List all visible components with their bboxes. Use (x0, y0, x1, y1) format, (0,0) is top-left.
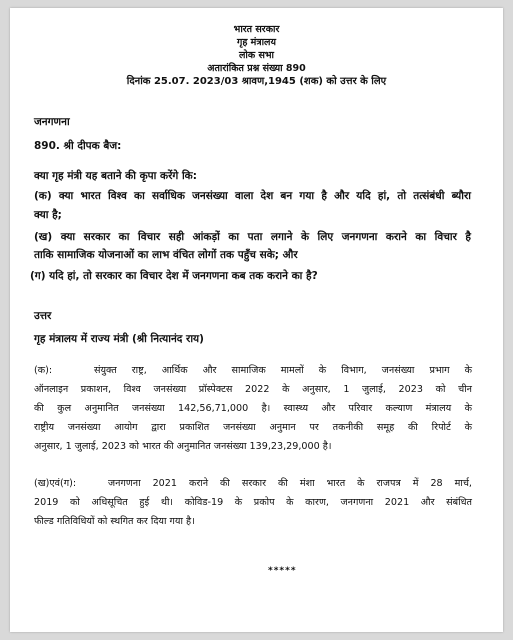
answer-khg-line3: फील्ड गतिविधियों को स्थगित कर दिया गया है। (34, 516, 195, 527)
question-k-line2: क्या है; (34, 209, 62, 221)
subject-heading: जनगणना (34, 116, 70, 128)
answer-k-line3: की कुल अनुमानित जनसंख्या 142,56,71,000 है। स्वास्थ्य और परिवार कल्याण मंत्रालय के (34, 403, 472, 414)
answer-k-label: (क): (34, 365, 53, 376)
question-member: 890. श्री दीपक बैज: (34, 140, 122, 152)
question-kh-line2: ताकि सामाजिक योजनाओं का लाभ वंचित लोगों तक पहुँच सके; और (34, 249, 298, 261)
header-house: लोक सभा (238, 50, 275, 61)
answered-by: गृह मंत्रालय में राज्य मंत्री (श्री नित्यानंद राय) (34, 333, 204, 345)
answer-khg-label: (ख)एवं(ग): (34, 478, 77, 489)
question-intro: क्या गृह मंत्री यह बताने की कृपा करेंगे कि: (34, 170, 197, 182)
question-kh-line1: (ख) क्या सरकार का विचार सही आंकड़ों का पता लगाने के लिए जनगणना कराने का विचार है (34, 231, 471, 243)
answer-khg-line1: जनगणना 2021 कराने की सरकार की मंशा भारत के राजपत्र में 28 मार्च, (108, 478, 472, 489)
question-g-line1: (ग) यदि हां, तो सरकार का विचार देश में जनगणना कब तक कराने का है? (30, 270, 318, 282)
question-k-line1: (क) क्या भारत विश्व का सर्वाधिक जनसंख्या वाला देश बन गया है और यदि हां, तो तत्संबंधी ब्यौरा (34, 190, 471, 202)
answer-k-line2: ऑनलाइन प्रकाशन, विश्व जनसंख्या प्रॉस्पेक्टस 2022 के अनुसार, 1 जुलाई, 2023 को चीन (34, 384, 472, 395)
document-page (10, 8, 503, 632)
answer-k-line1: संयुक्त राष्ट्र, आर्थिक और सामाजिक मामलों के विभाग, जनसंख्या प्रभाग के (94, 365, 472, 376)
header-question-number: अतारांकित प्रश्न संख्या 890 (207, 63, 306, 74)
answer-khg-line2: 2019 को अधिसूचित हुई थी। कोविड-19 के प्रकोप के कारण, जनगणना 2021 और संबंधित (34, 497, 472, 508)
end-mark: ***** (268, 566, 297, 576)
answer-k-line4: राष्ट्रीय जनसंख्या आयोग द्वारा प्रकाशित जनसंख्या अनुमान पर तकनीकी समूह की रिपोर्ट के (34, 422, 472, 433)
header-ministry: गृह मंत्रालय (236, 37, 277, 48)
answer-heading: उत्तर (34, 310, 52, 322)
answer-k-line5: अनुसार, 1 जुलाई, 2023 को भारत की अनुमानित जनसंख्या 139,23,29,000 है। (34, 441, 332, 452)
header-date: दिनांक 25.07. 2023/03 श्रावण,1945 (शक) को उत्तर के लिए (126, 76, 387, 87)
header-govt: भारत सरकार (233, 24, 280, 35)
